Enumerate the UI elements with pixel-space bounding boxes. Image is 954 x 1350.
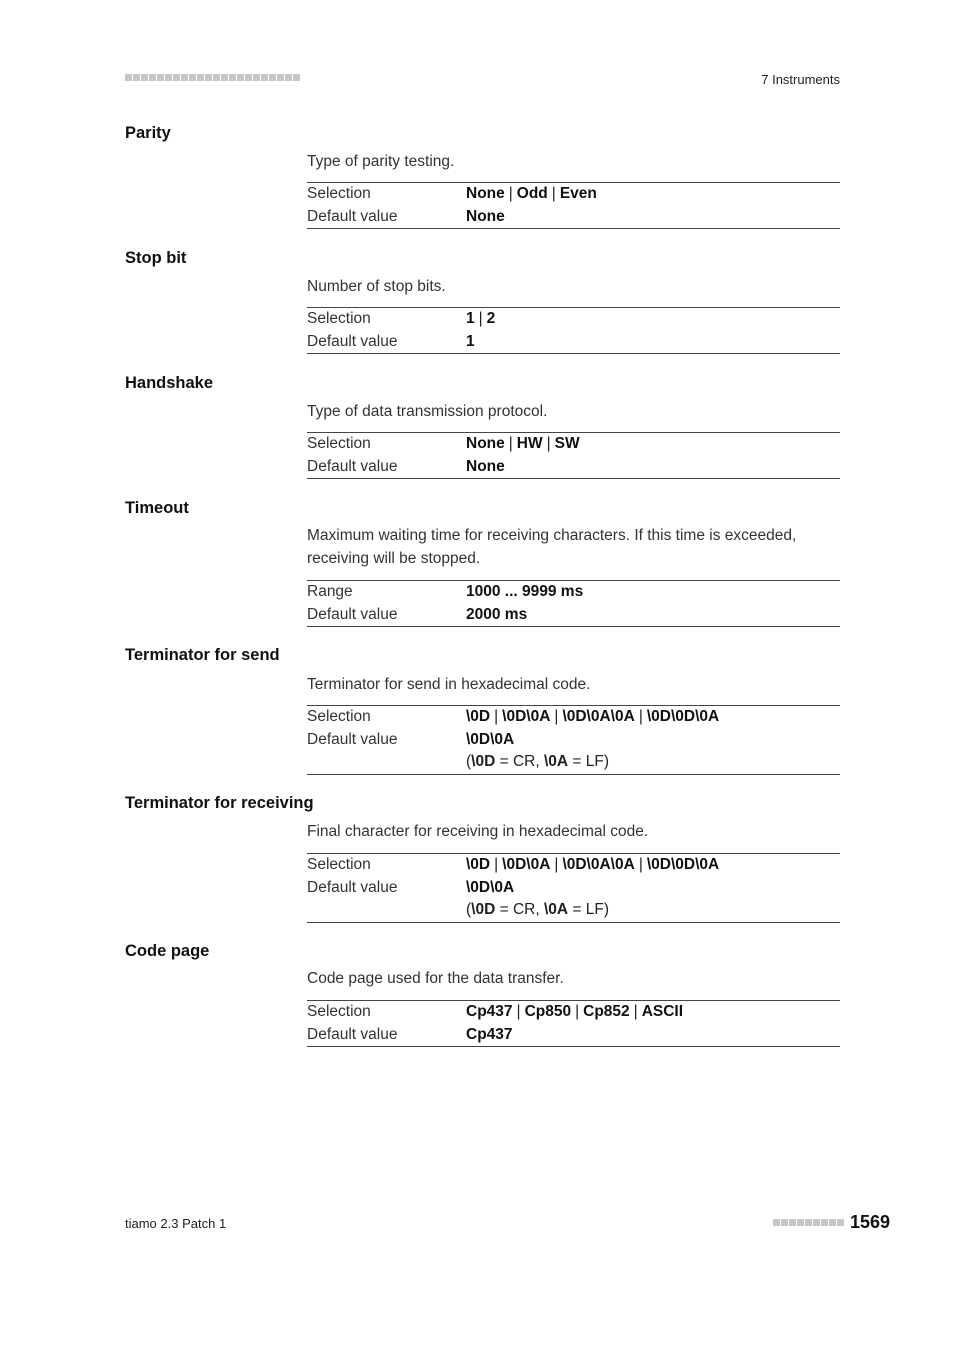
default-label: Default value [307, 332, 398, 350]
range-row [307, 581, 840, 604]
chapter-title: 7 Instruments [761, 72, 840, 87]
option: \0D [466, 856, 491, 873]
default-value: None [466, 207, 505, 225]
selection-row [307, 433, 840, 456]
selection-options: None | HW | SW [466, 435, 580, 452]
parameter-table [307, 580, 840, 627]
option: None [466, 185, 505, 202]
section-terminator-send [125, 646, 840, 776]
option: \0D\0A\0A [562, 708, 635, 725]
option: \0D [466, 708, 491, 725]
default-label: Default value [307, 605, 398, 623]
section-title: Terminator for receiving [125, 794, 314, 812]
code-legend: (\0D = CR, \0A = LF) [466, 753, 610, 770]
selection-row [307, 183, 840, 206]
section-title: Terminator for send [125, 646, 280, 664]
option: Cp852 [583, 1003, 630, 1020]
option: \0D\0A [502, 856, 551, 873]
option: \0D\0A\0A [562, 856, 635, 873]
option: Cp437 [466, 1003, 513, 1020]
section-description: Number of stop bits. [307, 278, 446, 295]
section-description: Maximum waiting time for receiving characters. If this time is exceeded, receiving will be stopped. [307, 527, 797, 567]
footer-decoration [773, 1219, 844, 1226]
option: 1 [466, 310, 475, 327]
option: \0D\0D\0A [646, 708, 720, 725]
default-label: Default value [307, 457, 398, 475]
section-title: Code page [125, 942, 210, 960]
default-row [307, 456, 840, 479]
default-row [307, 877, 840, 900]
code-legend: (\0D = CR, \0A = LF) [466, 901, 610, 918]
selection-label: Selection [307, 310, 371, 327]
note-row [307, 751, 840, 774]
parameter-table [307, 1000, 840, 1047]
default-value: 1 [466, 332, 475, 350]
header-decoration [125, 74, 300, 81]
default-row [307, 331, 840, 354]
selection-row [307, 854, 840, 877]
selection-options: 1 | 2 [466, 310, 496, 327]
section-description: Code page used for the data transfer. [307, 970, 564, 987]
parameter-table [307, 705, 840, 775]
page-number: 1569 [849, 1212, 890, 1232]
option: Odd [516, 185, 548, 202]
section-stop-bit [125, 249, 840, 355]
option: SW [554, 435, 580, 452]
default-label: Default value [307, 878, 398, 896]
section-description: Final character for receiving in hexadecimal code. [307, 823, 649, 840]
selection-row [307, 308, 840, 331]
selection-row [307, 1001, 840, 1024]
default-value: Cp437 [466, 1025, 513, 1043]
page-header [125, 72, 840, 88]
selection-label: Selection [307, 708, 371, 725]
default-label: Default value [307, 730, 398, 748]
option: Cp850 [524, 1003, 572, 1020]
parameter-table [307, 182, 840, 229]
selection-row [307, 706, 840, 729]
selection-options: Cp437 | Cp850 | Cp852 | ASCII [466, 1003, 684, 1020]
option: \0D\0D\0A [646, 856, 720, 873]
section-title: Stop bit [125, 249, 187, 267]
parameter-table [307, 853, 840, 923]
parameter-table [307, 307, 840, 354]
section-handshake [125, 374, 840, 480]
selection-label: Selection [307, 185, 371, 202]
default-row [307, 604, 840, 627]
section-description: Terminator for send in hexadecimal code. [307, 676, 591, 693]
option: HW [516, 435, 543, 452]
default-row [307, 206, 840, 229]
section-title: Parity [125, 124, 171, 142]
section-code-page [125, 942, 840, 1048]
selection-label: Selection [307, 856, 371, 873]
option: ASCII [641, 1003, 684, 1020]
section-terminator-receiving [125, 794, 840, 924]
default-row [307, 1024, 840, 1047]
default-row [307, 729, 840, 752]
default-value: 2000 ms [466, 605, 528, 623]
default-value: \0D\0A [466, 730, 515, 748]
section-timeout [125, 499, 840, 629]
range-value: 1000 ... 9999 ms [466, 583, 584, 600]
selection-options: \0D | \0D\0A | \0D\0A\0A | \0D\0D\0A [466, 708, 720, 725]
selection-options: None | Odd | Even [466, 185, 597, 202]
default-label: Default value [307, 207, 398, 225]
default-value: \0D\0A [466, 878, 515, 896]
page-footer [125, 1212, 890, 1236]
selection-label: Selection [307, 1003, 371, 1020]
parameter-table [307, 432, 840, 479]
default-label: Default value [307, 1025, 398, 1043]
section-title: Timeout [125, 499, 189, 517]
selection-options: \0D | \0D\0A | \0D\0A\0A | \0D\0D\0A [466, 856, 720, 873]
option: \0D\0A [502, 708, 551, 725]
option: None [466, 435, 505, 452]
default-value: None [466, 457, 505, 475]
selection-label: Selection [307, 435, 371, 452]
option: Even [559, 185, 597, 202]
section-parity [125, 124, 840, 230]
range-label: Range [307, 583, 353, 600]
section-title: Handshake [125, 374, 214, 392]
option: 2 [486, 310, 496, 327]
note-row [307, 899, 840, 922]
section-description: Type of parity testing. [307, 153, 455, 170]
product-name: tiamo 2.3 Patch 1 [125, 1216, 227, 1231]
section-description: Type of data transmission protocol. [307, 403, 548, 420]
